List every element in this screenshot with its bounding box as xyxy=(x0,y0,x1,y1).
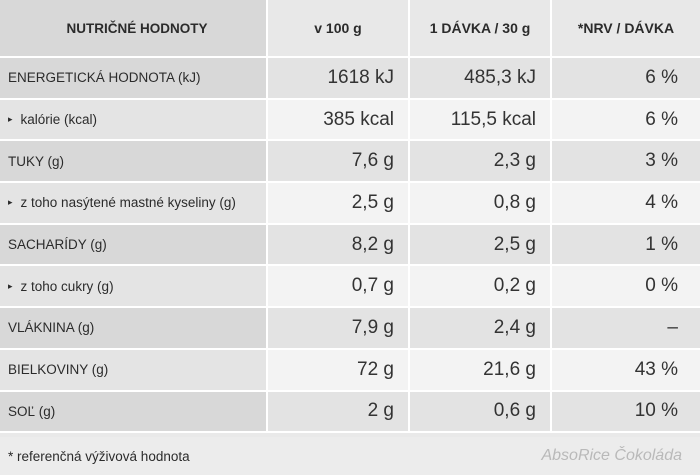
row-label xyxy=(0,392,268,434)
value-serving: 115,5 kcal xyxy=(410,100,552,142)
value-serving: 2,3 g xyxy=(410,141,552,183)
value-per-100g: 2,5 g xyxy=(268,183,410,225)
row-label-text: SOĽ (g) xyxy=(8,403,56,419)
value-per-100g: 7,6 g xyxy=(268,141,410,183)
product-watermark: AbsoRice Čokoláda xyxy=(541,447,682,464)
table-row xyxy=(0,308,700,350)
row-label xyxy=(0,100,268,142)
table-row xyxy=(0,350,700,392)
row-label-text: TUKY (g) xyxy=(8,153,65,169)
value-nrv: – xyxy=(552,308,700,350)
value-per-100g: 8,2 g xyxy=(268,225,410,267)
value-serving: 0,8 g xyxy=(410,183,552,225)
sub-item-arrow-icon: ▸ xyxy=(8,280,13,291)
sub-item-arrow-icon: ▸ xyxy=(8,114,13,125)
value-per-100g: 385 kcal xyxy=(268,100,410,142)
row-label-text: z toho nasýtené mastné kyseliny (g) xyxy=(20,195,236,211)
column-header-serving: 1 DÁVKA / 30 g xyxy=(410,0,552,58)
value-serving: 0,2 g xyxy=(410,266,552,308)
value-per-100g: 7,9 g xyxy=(268,308,410,350)
row-label-text: z toho cukry (g) xyxy=(20,278,114,294)
row-label xyxy=(0,58,268,100)
row-label-text: kalórie (kcal) xyxy=(20,112,98,128)
row-label-text: VLÁKNINA (g) xyxy=(8,320,95,336)
value-nrv: 3 % xyxy=(552,141,700,183)
table-header xyxy=(0,0,700,58)
row-label xyxy=(0,183,268,225)
value-per-100g: 1618 kJ xyxy=(268,58,410,100)
value-per-100g: 2 g xyxy=(268,392,410,434)
table-title: NUTRIČNÉ HODNOTY xyxy=(0,0,268,58)
table-row xyxy=(0,266,700,308)
table-row xyxy=(0,183,700,225)
value-nrv: 10 % xyxy=(552,392,700,434)
table-row xyxy=(0,58,700,100)
value-nrv: 0 % xyxy=(552,266,700,308)
row-label xyxy=(0,266,268,308)
column-header-nrv: *NRV / DÁVKA xyxy=(552,0,700,58)
value-serving: 0,6 g xyxy=(410,392,552,434)
row-label-text: SACHARÍDY (g) xyxy=(8,237,107,253)
row-label xyxy=(0,350,268,392)
value-serving: 2,4 g xyxy=(410,308,552,350)
table-footer xyxy=(0,437,700,475)
table-row xyxy=(0,141,700,183)
value-nrv: 6 % xyxy=(552,100,700,142)
row-label xyxy=(0,141,268,183)
value-per-100g: 0,7 g xyxy=(268,266,410,308)
sub-item-arrow-icon: ▸ xyxy=(8,197,13,208)
value-serving: 2,5 g xyxy=(410,225,552,267)
column-header-per-100g: v 100 g xyxy=(268,0,410,58)
table-row xyxy=(0,392,700,434)
value-serving: 485,3 kJ xyxy=(410,58,552,100)
value-nrv: 43 % xyxy=(552,350,700,392)
table-row xyxy=(0,100,700,142)
value-serving: 21,6 g xyxy=(410,350,552,392)
row-label xyxy=(0,225,268,267)
row-label xyxy=(0,308,268,350)
value-per-100g: 72 g xyxy=(268,350,410,392)
table-row xyxy=(0,225,700,267)
value-nrv: 4 % xyxy=(552,183,700,225)
row-label-text: ENERGETICKÁ HODNOTA (kJ) xyxy=(8,70,201,86)
row-label-text: BIELKOVINY (g) xyxy=(8,362,109,378)
footnote: * referenčná výživová hodnota xyxy=(8,448,190,464)
value-nrv: 1 % xyxy=(552,225,700,267)
value-nrv: 6 % xyxy=(552,58,700,100)
